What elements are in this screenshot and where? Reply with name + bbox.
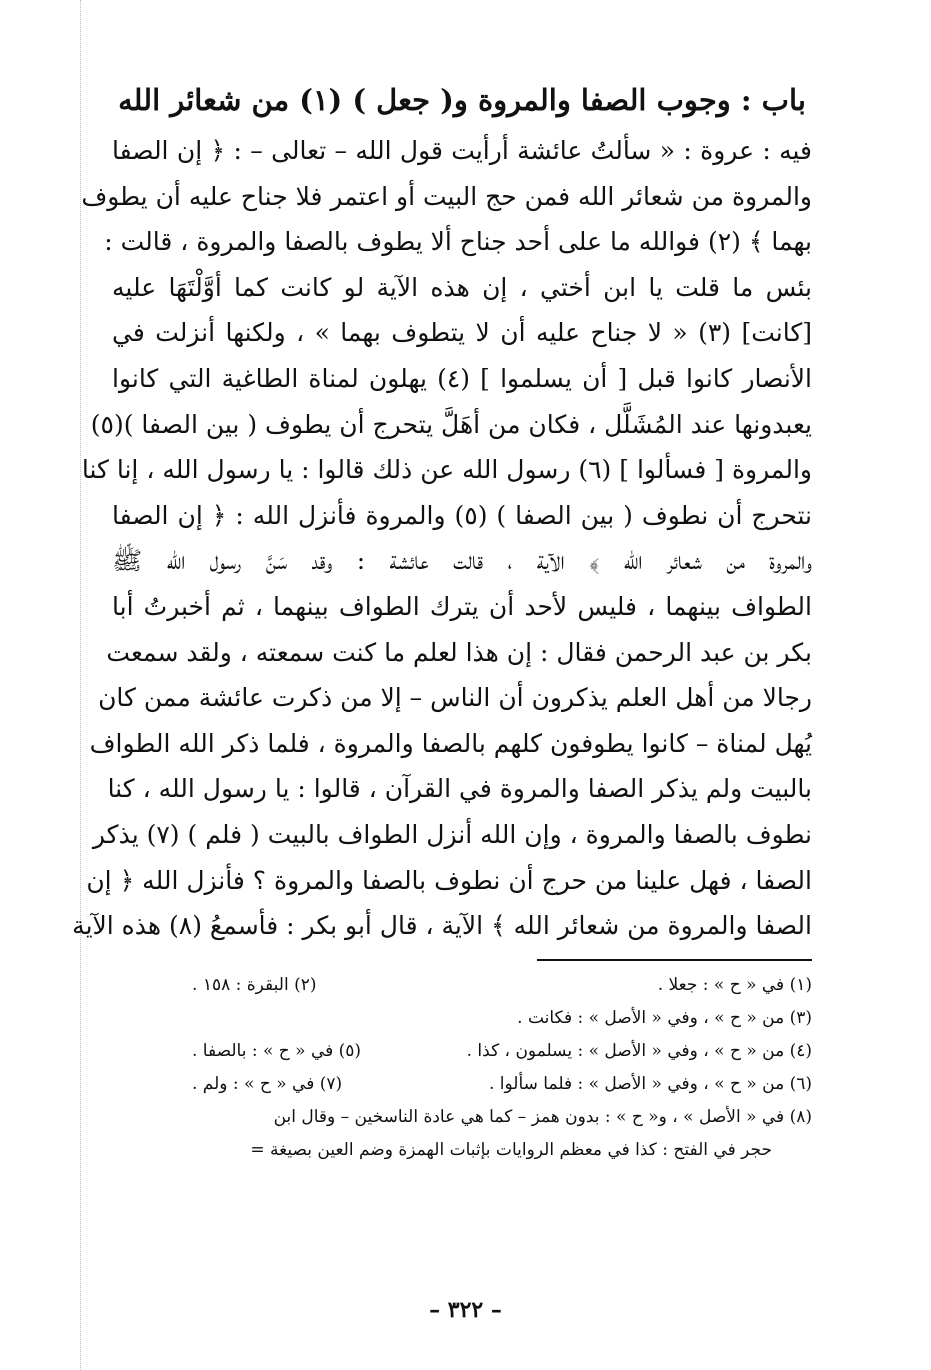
body-line: والمروة [ فسألوا ] (٦) رسول الله عن ذلك قالوا : يا رسول الله ، إنا كنا <box>81 455 812 485</box>
footnote-left: (٥) في « ح » : بالصفا . <box>192 1040 362 1061</box>
body-line: نطوف بالصفا والمروة ، وإن الله أنزل الطواف بالبيت ( فلم ) (٧) يذكر <box>92 819 812 849</box>
body-line: يعبدونها عند المُشَلَّل ، فكان من أهَلَّ يتحرج أن يطوف ( بين الصفا )(٥) <box>90 409 812 439</box>
chapter-title: باب : وجوب الصفا والمروة و( جعل ) (١) من شعائر الله <box>118 83 806 117</box>
body-line: يُهل لمناة – كانوا يطوفون كلهم بالصفا والمروة ، فلما ذكر الله الطواف <box>89 728 812 758</box>
footnote-line <box>112 969 812 1002</box>
footnote-left: (٢) البقرة : ١٥٨ . <box>192 974 317 995</box>
body-line: بالبيت ولم يذكر الصفا والمروة في القرآن ، قالوا : يا رسول الله ، كنا <box>107 774 812 804</box>
footnote-separator <box>537 959 812 961</box>
footnote-right: حجر في الفتح : كذا في معظم الروايات بإثبات الهمزة وضم العين بصيغة = <box>250 1139 772 1160</box>
body-line: بكر بن عبد الرحمن فقال : إن هذا لعلم ما كنت سمعته ، ولقد سمعت <box>106 637 812 667</box>
body-line: بهما ﴾ (٢) فوالله ما على أحد جناح ألا يطوف بالصفا والمروة ، قالت : <box>104 227 812 257</box>
body-line: الصفا والمروة من شعائر الله ﴾ الآية ، قال أبو بكر : فأسمعُ (٨) هذه الآية <box>72 911 812 941</box>
body-line: رجالا من أهل العلم يذكرون أن الناس – إلا من ذكرت عائشة ممن كان <box>98 683 812 713</box>
body-text <box>72 128 813 949</box>
body-line: الطواف بينهما ، فليس لأحد أن يترك الطواف بينهما ، ثم أخبرتُ أبا <box>112 591 812 621</box>
body-line: فيه : عروة : « سألتُ عائشة أرأيت قول الله – تعالى – : ﴿ إن الصفا <box>112 136 812 165</box>
footnotes <box>112 969 812 1167</box>
body-line: والمروة من شعائر الله فمن حج البيت أو اعتمر فلا جناح عليه أن يطوف <box>81 181 812 211</box>
footnote-line <box>112 1002 812 1035</box>
footnote-right: (٤) من « ح » ، وفي « الأصل » : يسلمون ، كذا . <box>466 1040 812 1061</box>
footnote-line <box>112 1134 812 1167</box>
body-line: [كانت] (٣) « لا جناح عليه أن لا يتطوف بهما » ، ولكنها أنزلت في <box>112 318 812 348</box>
footnote-line <box>112 1035 812 1068</box>
footnote-left: (٧) في « ح » : ولم . <box>192 1073 343 1094</box>
footnote-line <box>112 1101 812 1134</box>
footnote-line <box>112 1068 812 1101</box>
body-line: نتحرج أن نطوف ( بين الصفا ) (٥) والمروة فأنزل الله : ﴿ إن الصفا <box>112 500 812 530</box>
footnote-right: (١) في « ح » : جعلا . <box>657 974 812 995</box>
body-line: والمروة من شعائر الله ﴾ الآية ، قالت عائشة : وقد سَنَّ رسول الله ﷺ <box>112 546 812 576</box>
body-line: الصفا ، فهل علينا من حرج أن نطوف بالصفا والمروة ؟ فأنزل الله ﴿ إن <box>86 865 812 895</box>
book-page <box>72 78 813 1167</box>
body-line: الأنصار كانوا قبل [ أن يسلموا ] (٤) يهلون لمناة الطاغية التي كانوا <box>112 363 813 393</box>
page-number: – ٣٢٢ – <box>429 1297 502 1323</box>
body-line: بئس ما قلت يا ابن أختي ، إن هذه الآية لو كانت كما أوَّلْتَهَا عليه <box>112 272 812 302</box>
footnote-right: (٣) من « ح » ، وفي « الأصل » : فكانت . <box>517 1007 812 1028</box>
footnote-right: (٦) من « ح » ، وفي « الأصل » : فلما سألوا . <box>488 1073 812 1094</box>
footnote-right: (٨) في « الأصل » ، و« ح » : بدون همز – كما هي عادة الناسخين – وقال ابن <box>273 1106 812 1127</box>
